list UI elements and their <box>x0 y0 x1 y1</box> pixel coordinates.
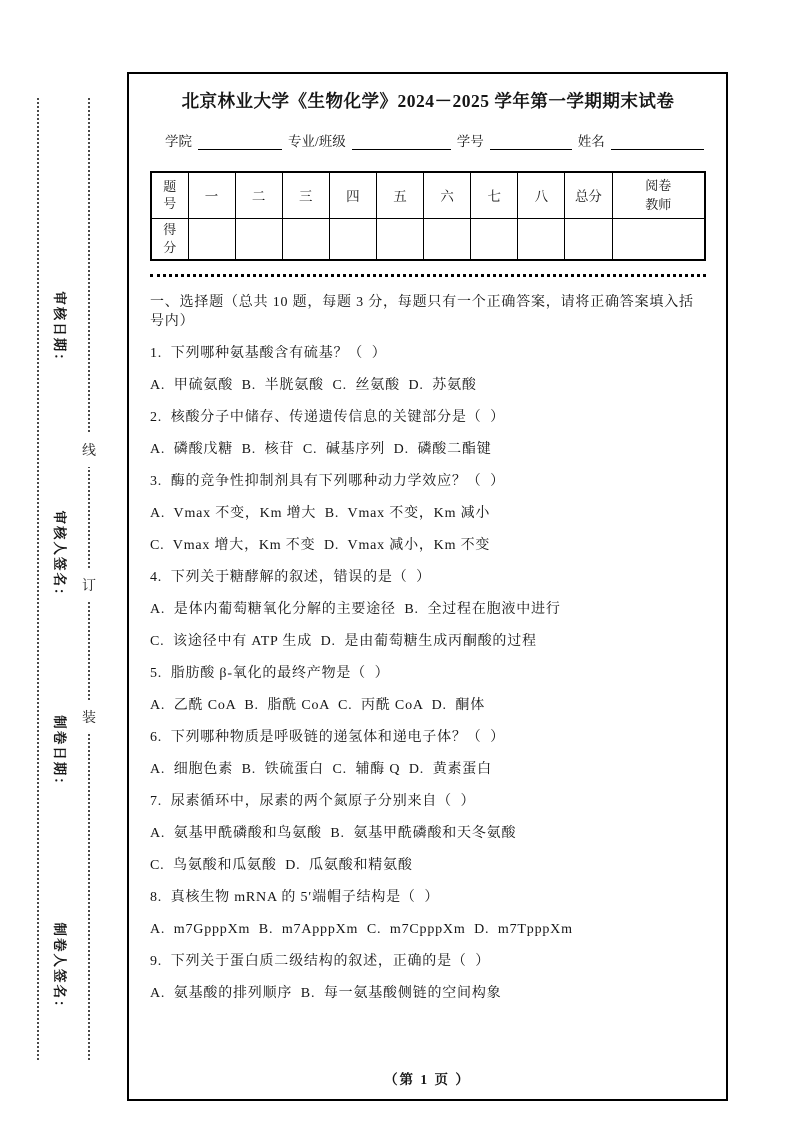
score-table-score-row <box>151 218 705 260</box>
score-table-header-row <box>151 172 705 218</box>
name-blank <box>611 134 704 150</box>
question-7-options-ab: A. 氨基甲酰磷酸和鸟氨酸 B. 氨基甲酰磷酸和天冬氨酸 <box>150 826 517 841</box>
question-8-stem: 8. 真核生物 mRNA 的 5′端帽子结构是（ ） <box>150 890 440 905</box>
margin-label-review-date: 审核日期： <box>52 291 67 369</box>
question-1-options: A. 甲硫氨酸 B. 半胱氨酸 C. 丝氨酸 D. 苏氨酸 <box>150 378 477 393</box>
score-col-header-7: 七 <box>471 172 518 218</box>
score-cell-empty-2 <box>235 218 282 260</box>
major-class-blank <box>352 134 451 150</box>
score-col-header-6: 六 <box>424 172 471 218</box>
question-2-options: A. 磷酸戊糖 B. 核苷 C. 碱基序列 D. 磷酸二酯键 <box>150 442 492 457</box>
question-5-stem: 5. 脂肪酸 β-氧化的最终产物是（ ） <box>150 666 390 681</box>
score-cell-empty-3 <box>282 218 329 260</box>
grader-header-cell <box>612 172 705 218</box>
field-label-college: 学院 <box>165 134 192 149</box>
score-table <box>150 171 706 261</box>
section-heading: 一、选择题（总共 10 题，每题 3 分，每题只有一个正确答案，请将正确答案填入括号内） <box>150 295 694 329</box>
question-8-options: A. m7GpppXm B. m7ApppXm C. m7CpppXm D. m7TpppXm <box>150 922 573 937</box>
score-col-header-2: 二 <box>235 172 282 218</box>
dotted-separator <box>150 274 706 277</box>
question-4-options-cd: C. 该途径中有 ATP 生成 D. 是由葡萄糖生成丙酮酸的过程 <box>150 634 537 649</box>
student-info-line <box>150 130 706 150</box>
student-id-blank <box>490 134 572 150</box>
binding-line-char-ding: 订 <box>80 568 98 602</box>
questions-area <box>150 293 706 1003</box>
binding-line-char-zhuang: 装 <box>80 700 98 734</box>
question-number-label: 题号 <box>163 178 177 212</box>
score-col-header-3: 三 <box>282 172 329 218</box>
question-7-stem: 7. 尿素循环中，尿素的两个氮原子分别来自（ ） <box>150 794 476 809</box>
score-col-header-5: 五 <box>376 172 423 218</box>
college-blank <box>198 134 282 150</box>
score-col-header-4: 四 <box>329 172 376 218</box>
exam-sheet <box>127 72 728 1101</box>
question-4-options-ab: A. 是体内葡萄糖氧化分解的主要途径 B. 全过程在胞液中进行 <box>150 602 561 617</box>
question-9-stem: 9. 下列关于蛋白质二级结构的叙述，正确的是（ ） <box>150 954 491 969</box>
question-2-stem: 2. 核酸分子中储存、传递遗传信息的关键部分是（ ） <box>150 410 505 425</box>
score-cell-empty-7 <box>471 218 518 260</box>
score-cell-empty-4 <box>329 218 376 260</box>
margin-label-reviewer-signature: 审核人签名： <box>52 510 67 604</box>
score-cell-empty-total <box>565 218 612 260</box>
question-5-options: A. 乙酰 CoA B. 脂酰 CoA C. 丙酰 CoA D. 酮体 <box>150 698 486 713</box>
exam-title: 北京林业大学《生物化学》2024－2025 学年第一学期期末试卷 <box>181 91 675 111</box>
binding-line-char-xian: 线 <box>80 433 98 467</box>
score-row-label-cell <box>151 218 188 260</box>
question-3-stem: 3. 酶的竞争性抑制剂具有下列哪种动力学效应？（ ） <box>150 474 505 489</box>
score-col-header-1: 一 <box>188 172 235 218</box>
question-3-options-ab: A. Vmax 不变，Km 增大 B. Vmax 不变，Km 减小 <box>150 506 491 521</box>
score-cell-empty-5 <box>376 218 423 260</box>
question-1-stem: 1. 下列哪种氨基酸含有硫基？（ ） <box>150 346 387 361</box>
field-label-student-id: 学号 <box>456 134 484 149</box>
field-label-name: 姓名 <box>577 134 605 149</box>
grader-label: 阅卷教师 <box>645 177 672 213</box>
question-6-options: A. 细胞色素 B. 铁硫蛋白 C. 辅酶 Q D. 黄素蛋白 <box>150 762 492 777</box>
margin-label-paper-maker-signature: 制卷人签名： <box>52 922 67 1016</box>
score-col-header-8: 八 <box>518 172 565 218</box>
question-7-options-cd: C. 鸟氨酸和瓜氨酸 D. 瓜氨酸和精氨酸 <box>150 858 413 873</box>
score-cell-empty-6 <box>424 218 471 260</box>
grader-empty-cell <box>612 218 705 260</box>
question-9-options: A. 氨基酸的排列顺序 B. 每一氨基酸侧链的空间构象 <box>150 986 502 1001</box>
binding-dotted-line-outer <box>37 98 39 1060</box>
score-label: 得分 <box>163 222 177 255</box>
page-number: （第 1 页 ） <box>384 1072 471 1087</box>
score-col-header-total: 总分 <box>565 172 612 218</box>
score-cell-empty-8 <box>518 218 565 260</box>
question-3-options-cd: C. Vmax 增大，Km 不变 D. Vmax 减小，Km 不变 <box>150 538 491 553</box>
question-6-stem: 6. 下列哪种物质是呼吸链的递氢体和递电子体？（ ） <box>150 730 505 745</box>
score-corner-cell <box>151 172 188 218</box>
margin-label-paper-made-date: 制卷日期： <box>52 715 67 793</box>
question-4-stem: 4. 下列关于糖酵解的叙述，错误的是（ ） <box>150 570 431 585</box>
score-cell-empty-1 <box>188 218 235 260</box>
field-label-major-class: 专业/班级 <box>288 134 346 149</box>
